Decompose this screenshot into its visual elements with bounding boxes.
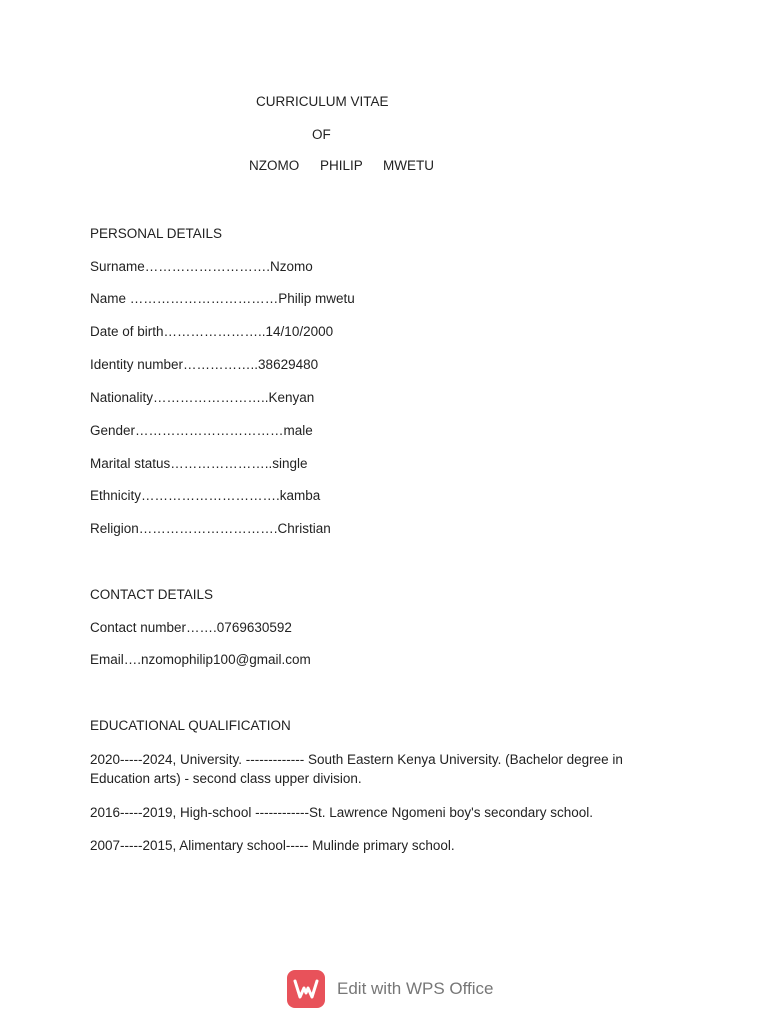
education-heading: EDUCATIONAL QUALIFICATION <box>90 718 291 733</box>
name-last: MWETU <box>383 158 434 173</box>
contact-line-phone: Contact number…….0769630592 <box>90 620 292 635</box>
education-item-university: 2020-----2024, University. ------------- South Eastern Kenya University. (Bachelor degree in Education arts) - second class upper division. <box>90 752 623 786</box>
personal-line-dob: Date of birth…………………..14/10/2000 <box>90 324 334 339</box>
cv-of: OF <box>312 127 331 142</box>
contact-details-heading: CONTACT DETAILS <box>90 587 214 602</box>
cv-full-name <box>249 158 434 173</box>
personal-line-ethnicity: Ethnicity………………………….kamba <box>90 488 321 503</box>
name-first: NZOMO <box>249 158 300 173</box>
personal-details-heading: PERSONAL DETAILS <box>90 226 223 241</box>
education-item-highschool: 2016-----2019, High-school ------------St. Lawrence Ngomeni boy's secondary school. <box>90 805 594 820</box>
personal-line-name: Name ……………………………Philip mwetu <box>90 291 355 306</box>
wps-edit-banner[interactable] <box>287 968 494 1010</box>
name-middle: PHILIP <box>320 158 363 173</box>
personal-line-surname: Surname……………………….Nzomo <box>90 259 313 274</box>
contact-line-email: Email….nzomophilip100@gmail.com <box>90 652 311 667</box>
cv-title: CURRICULUM VITAE <box>256 94 389 109</box>
personal-line-id: Identity number……………..38629480 <box>90 357 319 372</box>
personal-line-gender: Gender……………………………male <box>90 423 313 438</box>
wps-edit-label[interactable]: Edit with WPS Office <box>337 979 494 998</box>
wps-logo-icon <box>287 970 325 1008</box>
personal-line-nationality: Nationality……………………..Kenyan <box>90 390 315 405</box>
personal-line-marital: Marital status…………………..single <box>90 456 308 471</box>
personal-line-religion: Religion………………………….Christian <box>90 521 331 536</box>
education-item-primary: 2007-----2015, Alimentary school----- Mulinde primary school. <box>90 838 455 853</box>
